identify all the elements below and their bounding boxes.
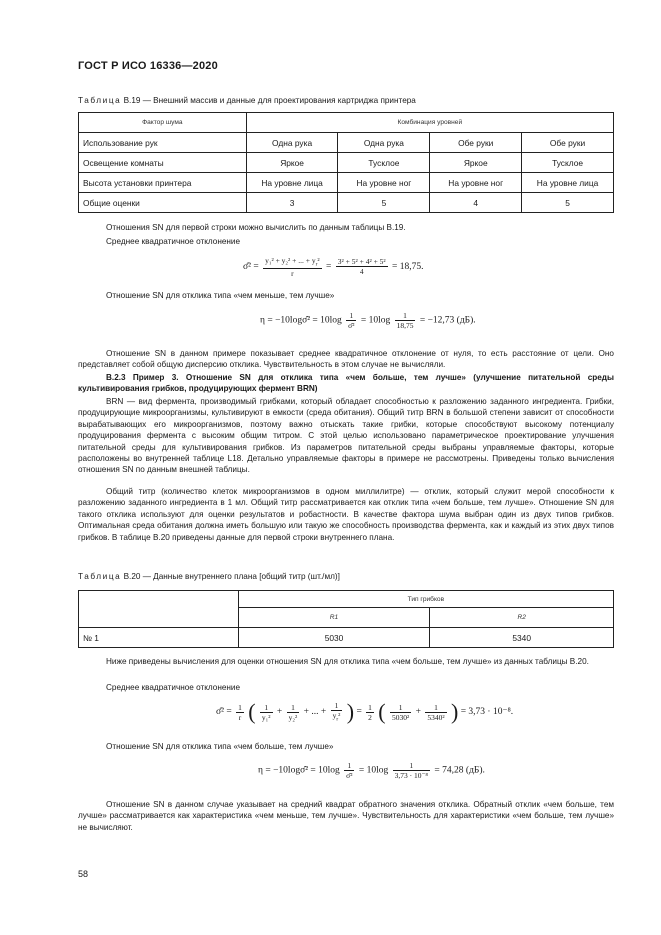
table-caption-text: В.20 — Данные внутреннего плана [общий титр (шт./мл)]	[123, 572, 340, 581]
fraction: $\frac{1}{\text{y₂²}}$	[288, 702, 298, 722]
table-row	[79, 153, 614, 173]
paragraph: Отношения SN для первой строки можно вычислить по данным таблицы В.19.	[106, 223, 406, 232]
table-b19-caption	[78, 96, 416, 105]
fraction: $\frac{1}{\text{5340²}}$	[427, 702, 445, 722]
table-cell: Обе руки	[522, 133, 614, 153]
fraction: $\frac{\text{3² + 5² + 4² + 5²}}{4}$	[337, 257, 386, 277]
paragraph: Отношение SN для отклика типа «чем меньше, тем лучше»	[106, 291, 335, 300]
paragraph: BRN — вид фермента, производимый грибками, который обладает способностью к разложению заданного ингредиента. Грибки, продуцирующие микроорганизмы, культивируют в емкости (среда обитания). Общий титр BRN в большой степени зависит от способности вырабатывающих его микроорганизмов, поэтому важно отыскать такие грибки, которые способствуют высокому потенциалу продуцирования фермента с высоким общим титром. С этой целью использовано параметрическое проектирование улучшения питательной среды для культивирования грибков. Из параметров питательной среды выбраны управляемые факторы, которые расположены во внутренней таблице L18. Детально управляемые факторы в примере не рассмотрены. Приведены только вычисления отношения SN по данным внешней таблицы.	[78, 397, 614, 475]
table-cell: 3	[246, 193, 338, 213]
table-cell: Тусклое	[338, 153, 430, 173]
fraction: $\frac{1}{\text{5030²}}$	[392, 702, 410, 722]
paragraph: Отношение SN для отклика типа «чем больше, тем лучше»	[106, 742, 334, 751]
table-row	[79, 133, 614, 153]
paragraph: Среднее квадратичное отклонение	[106, 683, 241, 692]
table-cell: Яркое	[430, 153, 522, 173]
table-cell: Одна рука	[246, 133, 338, 153]
table-b20-caption	[78, 572, 340, 581]
table-caption-prefix: Таблица	[78, 572, 122, 581]
table-caption-text: В.19 — Внешний массив и данные для проектирования картриджа принтера	[123, 96, 416, 105]
empty-corner-cell	[79, 591, 239, 628]
table-cell: 4	[430, 193, 522, 213]
formula-result: = −12,73 (дБ).	[419, 315, 476, 326]
formula-result: = 18,75.	[392, 261, 424, 272]
header-noise-factor: Фактор шума	[79, 113, 247, 133]
header-level-combination: Комбинация уровней	[246, 113, 613, 133]
header-r1: R1	[238, 608, 430, 628]
fraction: $\frac{1}{\text{y₁²}}$	[261, 702, 271, 722]
row-label: № 1	[79, 628, 239, 648]
formula-sn-2: η = −10logσ̂² = 10log $\frac{1}{\text{σ̂²}}$ = 10log $\frac{1}{\text{3,73 · 10⁻⁸}}$ = 74,28 (дБ).	[258, 761, 485, 780]
fraction: $\frac{1}{\text{3,73 · 10⁻⁸}}$	[394, 761, 429, 780]
paragraph: Среднее квадратичное отклонение	[106, 237, 241, 246]
table-b20	[78, 590, 614, 648]
table-cell: На уровне лица	[522, 173, 614, 193]
table-row	[79, 173, 614, 193]
table-cell: Яркое	[246, 153, 338, 173]
row-label: Освещение комнаты	[79, 153, 247, 173]
formula-sn-1: η = −10logσ̂² = 10log $\frac{1}{\text{σ̂²}}$ = 10log $\frac{1}{18,75}$ = −12,73 (дБ).	[260, 311, 476, 330]
table-caption-prefix: Таблица	[78, 96, 122, 105]
document-header: ГОСТ Р ИСО 16336—2020	[78, 60, 218, 72]
table-header-row	[79, 591, 614, 608]
formula-result: = 74,28 (дБ).	[434, 765, 485, 776]
row-label: Высота установки принтера	[79, 173, 247, 193]
table-cell: Обе руки	[430, 133, 522, 153]
table-row	[79, 193, 614, 213]
table-cell: На уровне лица	[246, 173, 338, 193]
formula-result: = 3,73 · 10⁻⁸.	[460, 707, 514, 718]
table-row	[79, 628, 614, 648]
table-cell: На уровне ног	[430, 173, 522, 193]
table-header-row	[79, 113, 614, 133]
formula-variance-2: σ̂² = $\frac{1}{r}$ ( $\frac{1}{\text{y₁²}}$ + $\frac{1}{\text{y₂²}}$ + ... + $\frac{1}{y_r^2}$ ) = $\frac{1}{2}$ ( $\frac{1}{\text{5030²}}$ + $\frac{1}{\text{5340²}}$ ) = 3,73 · 10⁻⁸.	[216, 699, 514, 724]
section-heading: В.2.3 Пример 3. Отношение SN для отклика типа «чем больше, тем лучше» (улучшение питательной среды культивирования грибков, продуцирующих фермент BRN)	[78, 373, 614, 394]
fraction: $\frac{1}{18,75}$	[396, 311, 414, 330]
fraction: $\frac{1}{\text{σ̂²}}$	[346, 761, 353, 780]
header-r2: R2	[430, 608, 614, 628]
table-cell: 5	[338, 193, 430, 213]
table-cell: На уровне ног	[338, 173, 430, 193]
table-cell: Одна рука	[338, 133, 430, 153]
fraction: $\frac{1}{r}$	[238, 702, 242, 722]
paragraph: Отношение SN в данном примере показывает среднее квадратичное отклонение от нуля, то есть расстояние от цели. Оно представляет собой общую дисперсию отклика. Чувствительность в этом случае не вычисляли.	[78, 349, 614, 370]
fraction: $\frac{1}{\text{σ̂²}}$	[348, 311, 355, 330]
fraction: $\frac{1}{y_r^2}$	[332, 701, 341, 723]
header-fungi-type: Тип грибков	[238, 591, 613, 608]
row-label: Общие оценки	[79, 193, 247, 213]
table-cell: 5	[522, 193, 614, 213]
table-cell: Тусклое	[522, 153, 614, 173]
row-label: Использование рук	[79, 133, 247, 153]
paragraph: Ниже приведены вычисления для оценки отношения SN для отклика типа «чем больше, тем лучше» из данных таблицы В.20.	[106, 657, 589, 666]
table-b19	[78, 112, 614, 213]
fraction: $\frac{y_1^2 + y_2^2 + ... + y_r^2}{r}$	[265, 256, 320, 278]
paragraph: Общий титр (количество клеток микроорганизмов в одном миллилитре) — отклик, который служит мерой способности к разложению заданного ингредиента в 1 мл. Общий титр рассматривается как отклик типа «чем больше, тем лучше». Отношение SN для такого отклика используют для оценки результатов и робастности. В качестве фактора шума выбран один из двух типов грибков. Оптимальная среда обитания должна иметь большую или такую же способность производства фермента, как и каждый из этих двух типов грибков. В таблице В.20 приведены данные для первой строки внутреннего плана.	[78, 487, 614, 542]
page-number: 58	[78, 869, 89, 879]
fraction: $\frac{1}{2}$	[368, 702, 372, 722]
table-cell: 5340	[430, 628, 614, 648]
formula-variance-1: σ̂² = $\frac{y_1^2 + y_2^2 + ... + y_r^2}{r}$ = $\frac{\text{3² + 5² + 4² + 5²}}{4}$ = 18,75.	[243, 256, 424, 278]
paragraph: Отношение SN в данном случае указывает на средний квадрат обратного значения отклика. Обратный отклик «чем больше, тем лучше» рассматривается как характеристика «чем меньше, тем лучше». Чувствительность для характеристики «чем больше, тем лучше» не вычисляют.	[78, 800, 614, 832]
table-cell: 5030	[238, 628, 430, 648]
